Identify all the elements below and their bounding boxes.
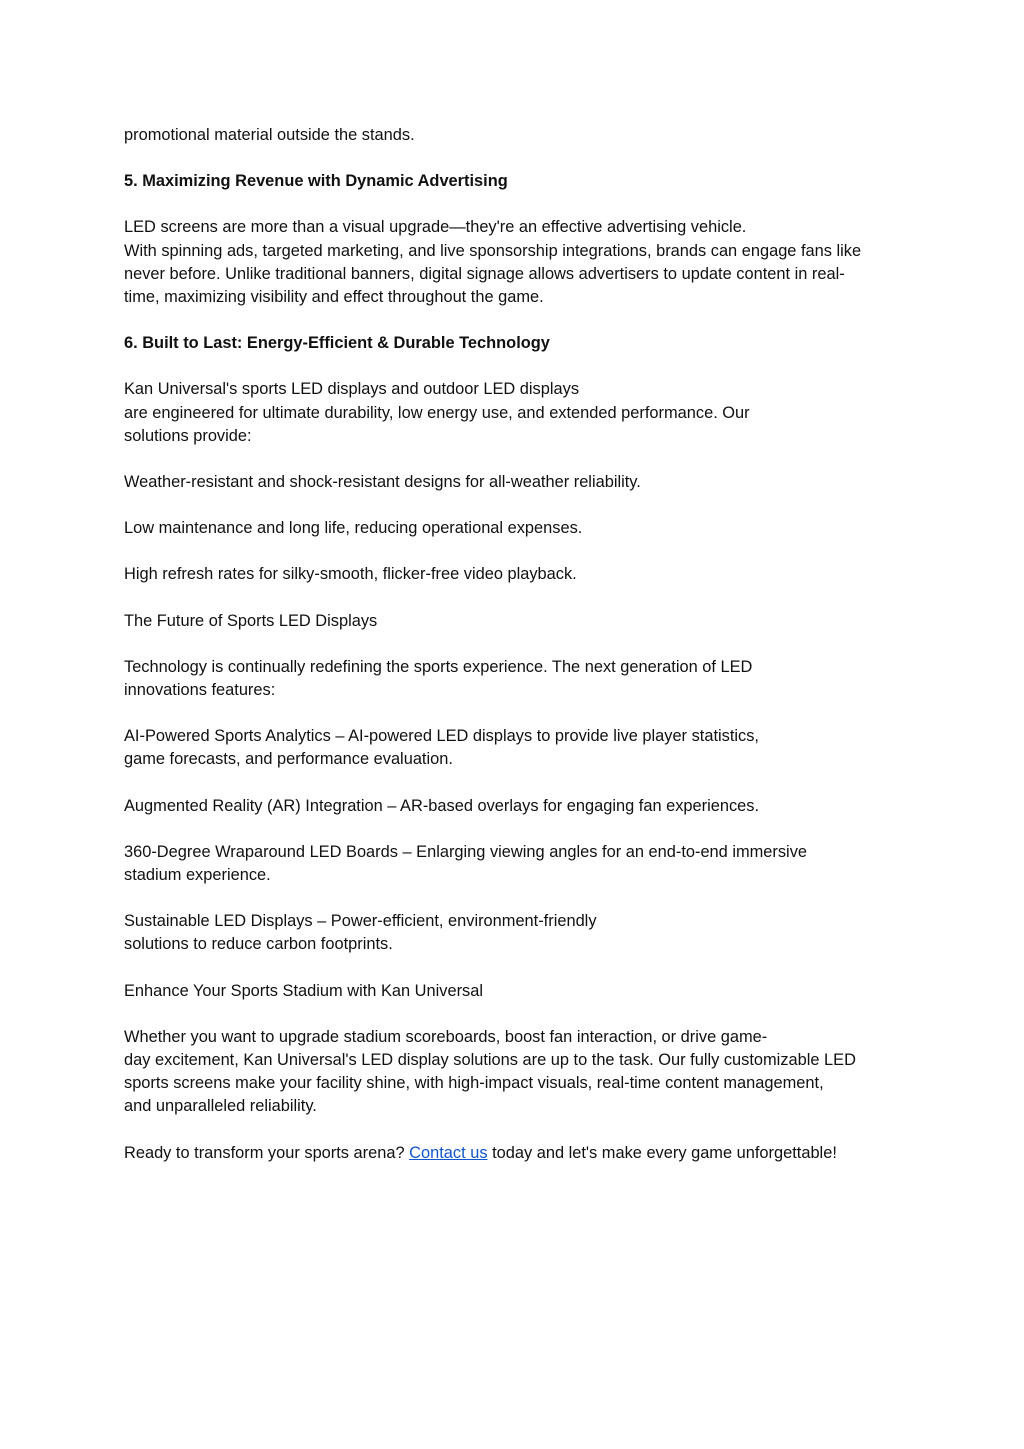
text-line: day excitement, Kan Universal's LED display solutions are up to the task. Our fully customizable LED (124, 1051, 856, 1070)
text-line: Augmented Reality (AR) Integration – AR-based overlays for engaging fan experiences. (124, 796, 760, 815)
text-line: never before. Unlike traditional banners, digital signage allows advertisers to update content in real- (124, 264, 845, 283)
cta-text-before: Ready to transform your sports arena? (124, 1143, 410, 1162)
section-heading-5: 5. Maximizing Revenue with Dynamic Advertising (124, 172, 508, 191)
weather-resistant-paragraph (124, 471, 914, 494)
text-line: time, maximizing visibility and effect throughout the game. (124, 288, 544, 307)
sustainable-displays-paragraph (124, 910, 914, 956)
call-to-action-paragraph (124, 1142, 914, 1165)
text-line (124, 1142, 914, 1165)
document-page (124, 124, 914, 1188)
text-line: Sustainable LED Displays – Power-efficient, environment-friendly (124, 912, 597, 931)
led-advertising-paragraph (124, 216, 914, 309)
text-line: With spinning ads, targeted marketing, and live sponsorship integrations, brands can engage fans like (124, 241, 862, 260)
text-line: High refresh rates for silky-smooth, flicker-free video playback. (124, 565, 577, 584)
whether-paragraph (124, 1026, 914, 1119)
text-line: 360-Degree Wraparound LED Boards – Enlarging viewing angles for an end-to-end immersive (124, 842, 808, 861)
text-line: The Future of Sports LED Displays (124, 611, 378, 630)
future-title-paragraph (124, 610, 914, 633)
text-line: solutions provide: (124, 426, 252, 445)
text-line: innovations features: (124, 681, 276, 700)
text-line: are engineered for ultimate durability, low energy use, and extended performance. Our (124, 403, 750, 422)
ar-integration-paragraph (124, 795, 914, 818)
kan-universal-paragraph (124, 378, 914, 448)
text-line: Kan Universal's sports LED displays and outdoor LED displays (124, 380, 580, 399)
cta-text-after: today and let's make every game unforgettable! (487, 1143, 837, 1162)
text-line: sports screens make your facility shine, with high-impact visuals, real-time content management, (124, 1074, 824, 1093)
text-line: AI-Powered Sports Analytics – AI-powered LED displays to provide live player statistics, (124, 727, 759, 746)
text-line: and unparalleled reliability. (124, 1097, 317, 1116)
ai-analytics-paragraph (124, 725, 914, 771)
text-line: Weather-resistant and shock-resistant designs for all-weather reliability. (124, 473, 641, 492)
low-maintenance-paragraph (124, 517, 914, 540)
technology-paragraph (124, 656, 914, 702)
text-line: solutions to reduce carbon footprints. (124, 935, 393, 954)
text-line: stadium experience. (124, 866, 271, 885)
text-line: LED screens are more than a visual upgrade—they're an effective advertising vehicle. (124, 218, 747, 237)
enhance-title-paragraph (124, 980, 914, 1003)
text-line: game forecasts, and performance evaluation. (124, 750, 453, 769)
text-line: Whether you want to upgrade stadium scoreboards, boost fan interaction, or drive game- (124, 1027, 768, 1046)
section-heading-6: 6. Built to Last: Energy-Efficient & Durable Technology (124, 334, 550, 353)
intro-paragraph (124, 124, 914, 147)
contact-us-link[interactable]: Contact us (409, 1143, 488, 1162)
wraparound-boards-paragraph (124, 841, 914, 887)
text-line: Low maintenance and long life, reducing operational expenses. (124, 519, 583, 538)
text-line: promotional material outside the stands. (124, 126, 415, 144)
refresh-rate-paragraph (124, 563, 914, 586)
text-line: Enhance Your Sports Stadium with Kan Universal (124, 981, 483, 1000)
text-line: Technology is continually redefining the sports experience. The next generation of LED (124, 657, 753, 676)
